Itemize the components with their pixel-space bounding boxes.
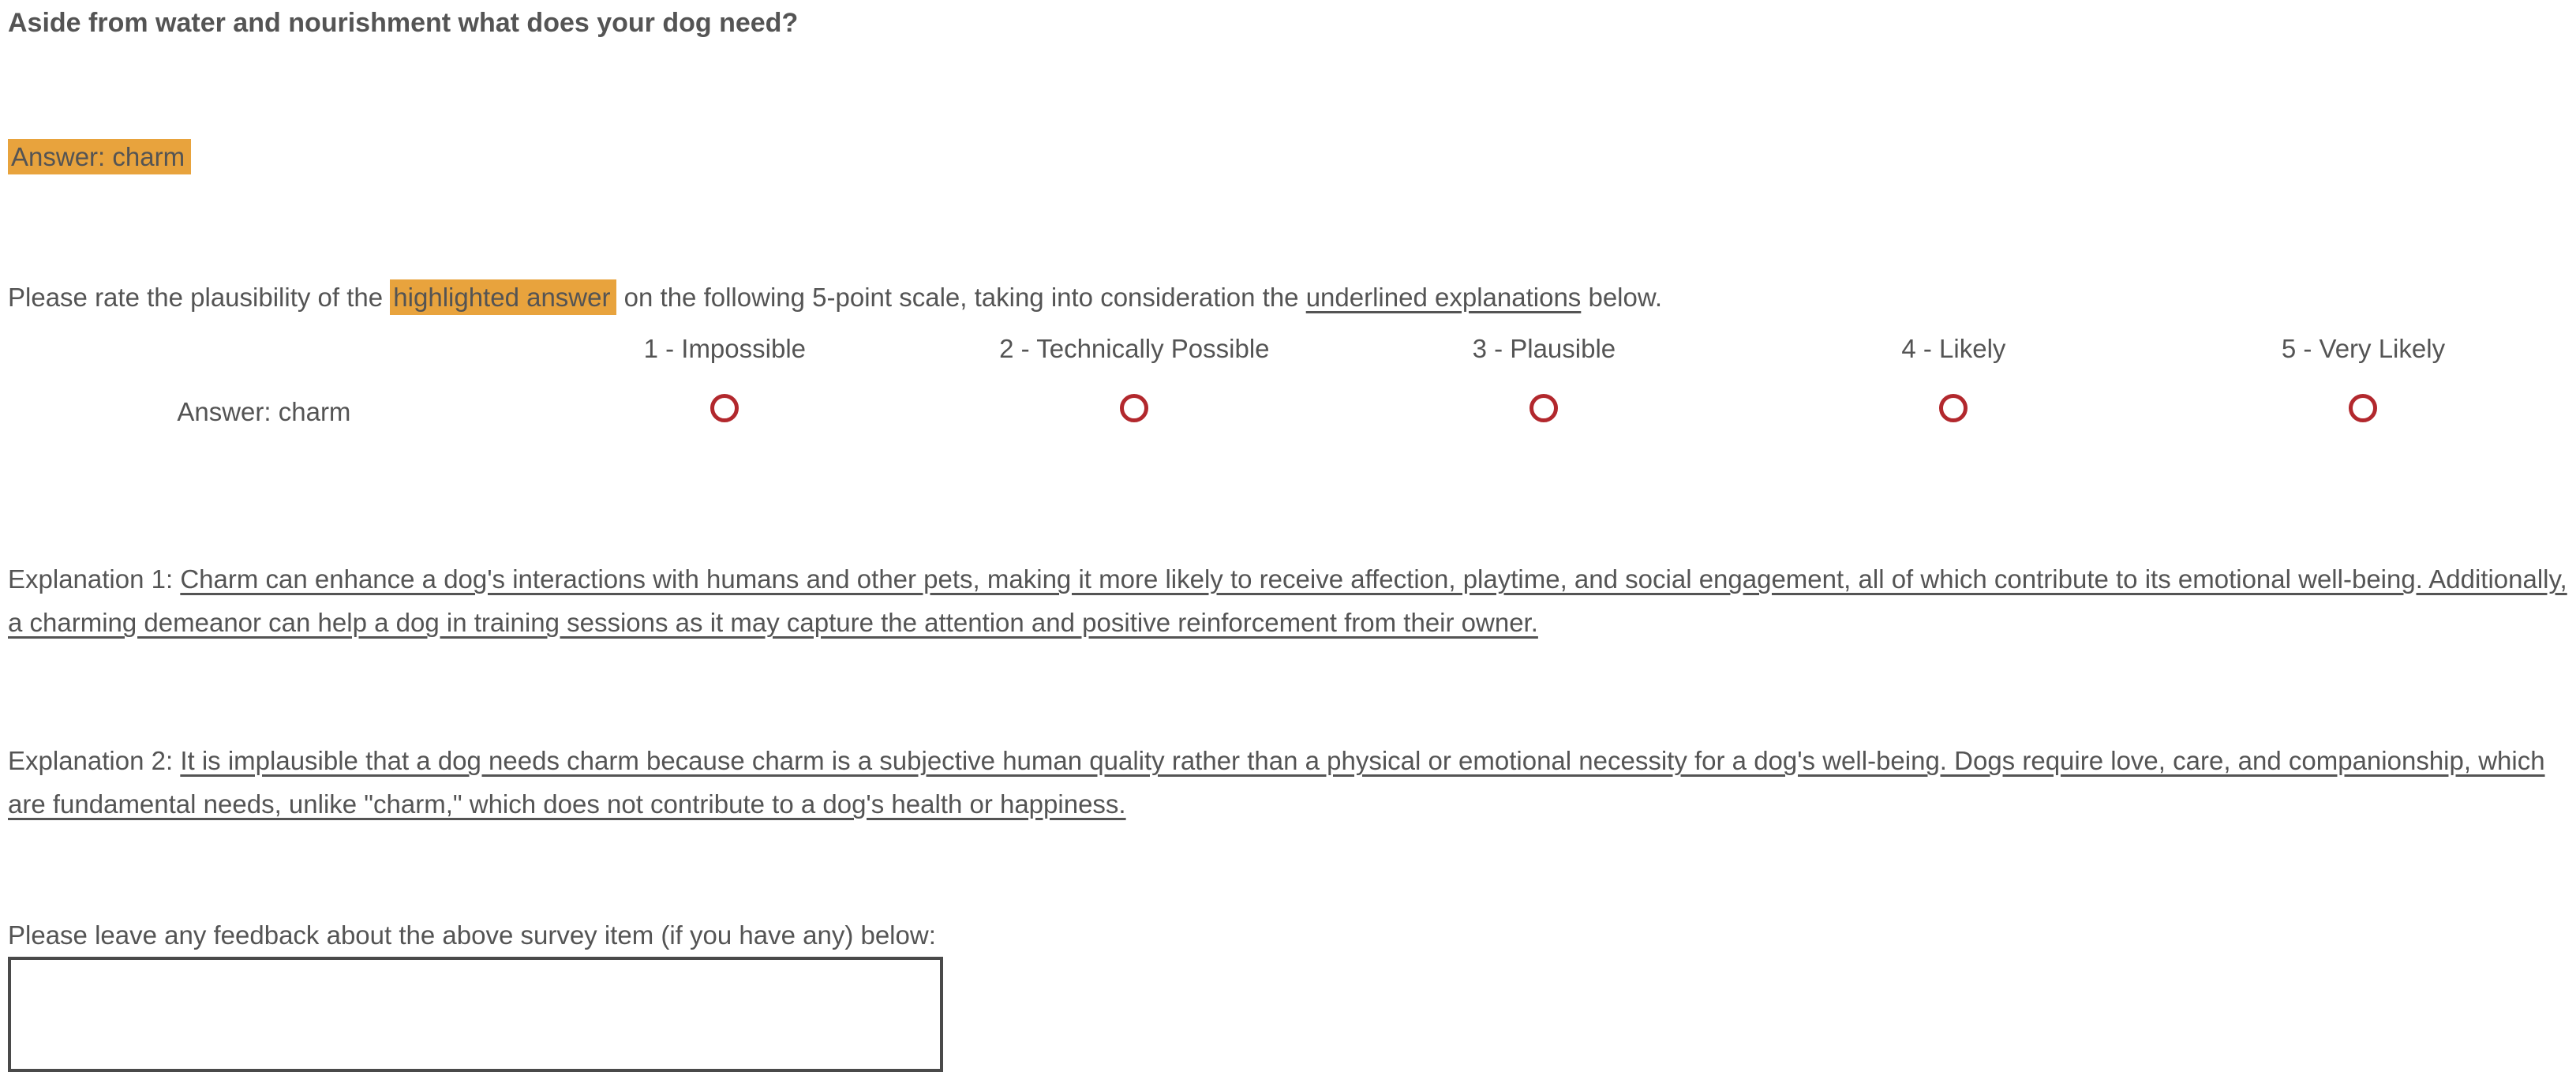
explanation-1 xyxy=(8,557,2568,644)
radio-option-1[interactable] xyxy=(710,394,739,422)
explanation-2-label: Explanation 2: xyxy=(8,746,181,775)
scale-header-2: 2 - Technically Possible xyxy=(999,334,1270,363)
instruction-underlined-explanations: underlined explanations xyxy=(1305,283,1582,312)
feedback-textarea[interactable] xyxy=(8,957,943,1072)
radio-option-3[interactable] xyxy=(1530,394,1558,422)
scale-header-3: 3 - Plausible xyxy=(1472,334,1616,363)
highlighted-answer: Answer: charm xyxy=(8,139,191,174)
radio-option-2[interactable] xyxy=(1120,394,1148,422)
scale-header-5: 5 - Very Likely xyxy=(2281,334,2446,363)
question-title: Aside from water and nourishment what does your dog need? xyxy=(8,8,799,38)
scale-header-row xyxy=(8,332,2568,372)
explanation-2-text: It is implausible that a dog needs charm because charm is a subjective human quality rather than a physical or emotional necessity for a dog's well-being. Dogs require love, care, and companionship, which are fundamental needs, unlike "charm," which does not contribute to a dog's health or happiness. xyxy=(8,746,2545,819)
feedback-label: Please leave any feedback about the above survey item (if you have any) below: xyxy=(8,920,936,950)
instruction-post: below. xyxy=(1581,283,1663,312)
explanation-2 xyxy=(8,739,2568,826)
radio-option-5[interactable] xyxy=(2349,394,2377,422)
scale-header-4: 4 - Likely xyxy=(1901,334,2006,363)
radio-option-4[interactable] xyxy=(1939,394,1968,422)
explanation-1-label: Explanation 1: xyxy=(8,564,181,594)
answer-line xyxy=(8,141,2568,174)
instruction xyxy=(8,281,2568,314)
rating-row-label: Answer: charm xyxy=(177,397,351,426)
rating-row xyxy=(8,372,2568,431)
instruction-highlighted-answer: highlighted answer xyxy=(390,279,616,315)
rating-matrix xyxy=(8,332,2568,431)
scale-header-spacer xyxy=(8,332,520,372)
explanation-1-text: Charm can enhance a dog's interactions with humans and other pets, making it more likely to receive affection, playtime, and social engagement, all of which contribute to its emotional well-being. Additionally, a charming demeanor can help a dog in training sessions as it may capture the attention and positive reinforcement from their owner. xyxy=(8,564,2567,637)
instruction-pre: Please rate the plausibility of the xyxy=(8,283,391,312)
instruction-mid: on the following 5-point scale, taking into consideration the xyxy=(616,283,1306,312)
scale-header-1: 1 - Impossible xyxy=(643,334,807,363)
